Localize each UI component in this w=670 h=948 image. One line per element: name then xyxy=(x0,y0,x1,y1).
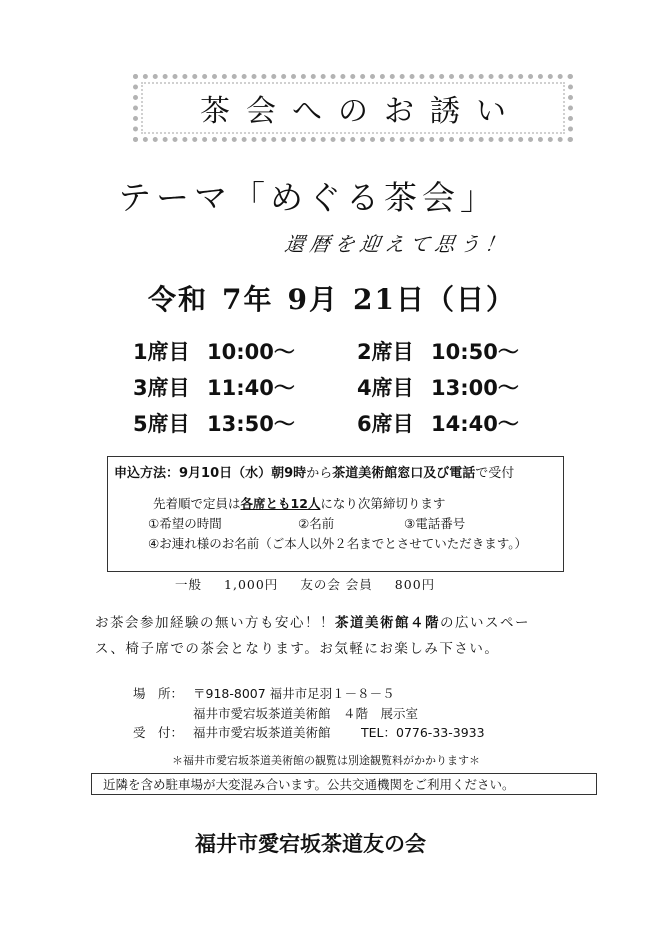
venue-reception xyxy=(133,723,331,741)
session-label: 6席目 xyxy=(357,412,414,436)
required-item-2: ②名前 xyxy=(298,516,335,531)
price-general-label: 一般 xyxy=(175,577,203,592)
session-time: 11:40～ xyxy=(207,376,295,400)
admission-note: ＊福井市愛宕坂茶道美術館の観覧は別途観覧料がかかります＊ xyxy=(172,754,480,767)
session-1 xyxy=(133,336,295,366)
application-heading xyxy=(114,462,514,481)
theme-subtitle: 還暦を迎えて思う！ xyxy=(283,232,512,256)
capacity-line xyxy=(153,494,445,512)
session-2 xyxy=(357,336,519,366)
price-general: 1,000円 xyxy=(224,577,279,592)
date-month: 9月 xyxy=(287,283,339,316)
venue-place-label: 場 所： xyxy=(133,686,184,701)
session-time: 10:00～ xyxy=(207,340,295,364)
description-post: の広いスペー xyxy=(440,615,530,631)
session-time: 13:50～ xyxy=(207,412,295,436)
price-member-label: 友の会 会員 xyxy=(300,577,373,592)
application-date: 申込方法：9月10日（水）朝9時 xyxy=(114,466,307,481)
description-line-1 xyxy=(95,611,585,631)
session-3 xyxy=(133,372,295,402)
description-line-2: ス、椅子席での茶会となります。お気軽にお楽しみ下さい。 xyxy=(95,641,500,657)
date-weekday: （日） xyxy=(425,283,516,316)
venue-reception-value: 福井市愛宕坂茶道美術館 xyxy=(193,725,331,740)
venue-building: 福井市愛宕坂茶道美術館 ４階 展示室 xyxy=(193,706,419,721)
date-day: 21日 xyxy=(352,283,426,316)
session-label: 3席目 xyxy=(133,376,190,400)
session-label: 4席目 xyxy=(357,376,414,400)
session-time: 13:00～ xyxy=(431,376,519,400)
title-frame xyxy=(133,74,573,142)
venue-address: 〒918-8007 福井市足羽１－８－５ xyxy=(193,686,395,701)
capacity-post: になり次第締切ります xyxy=(320,496,446,511)
required-item-4: ④お連れ様のお名前（ご本人以外２名までとさせていただきます。） xyxy=(148,536,527,551)
venue-place xyxy=(133,684,395,702)
description-highlight: 茶道美術館４階 xyxy=(335,615,440,631)
venue-reception-label: 受 付： xyxy=(133,725,184,740)
date-era: 令和 xyxy=(148,283,209,316)
session-label: 2席目 xyxy=(357,340,414,364)
capacity-number: 各席とも12人 xyxy=(240,496,321,511)
venue-tel: TEL：0776-33-3933 xyxy=(361,725,485,740)
application-end: で受付 xyxy=(475,466,515,481)
organizer: 福井市愛宕坂茶道友の会 xyxy=(195,832,426,856)
parking-notice: 近隣を含め駐車場が大変混み合います。公共交通機関をご利用ください。 xyxy=(103,777,515,792)
capacity-pre: 先着順で定員は xyxy=(153,496,241,511)
session-time: 14:40～ xyxy=(431,412,519,436)
price-line xyxy=(175,575,435,593)
page-title: 茶会へのお誘い xyxy=(200,94,522,129)
application-connector: から xyxy=(306,466,333,481)
session-time: 10:50～ xyxy=(431,340,519,364)
price-member: 800円 xyxy=(394,577,436,592)
theme-heading: テーマ「めぐる茶会」 xyxy=(118,178,498,217)
session-6 xyxy=(357,408,519,438)
session-label: 5席目 xyxy=(133,412,190,436)
application-place: 茶道美術館窓口及び電話 xyxy=(332,466,476,481)
session-5 xyxy=(133,408,295,438)
session-label: 1席目 xyxy=(133,340,190,364)
event-date xyxy=(148,278,516,318)
required-item-3: ③電話番号 xyxy=(404,516,466,531)
session-4 xyxy=(357,372,519,402)
date-year: 7年 xyxy=(222,283,274,316)
required-item-1: ①希望の時間 xyxy=(148,516,222,531)
description-pre: お茶会参加経験の無い方も安心！！ xyxy=(95,615,335,631)
